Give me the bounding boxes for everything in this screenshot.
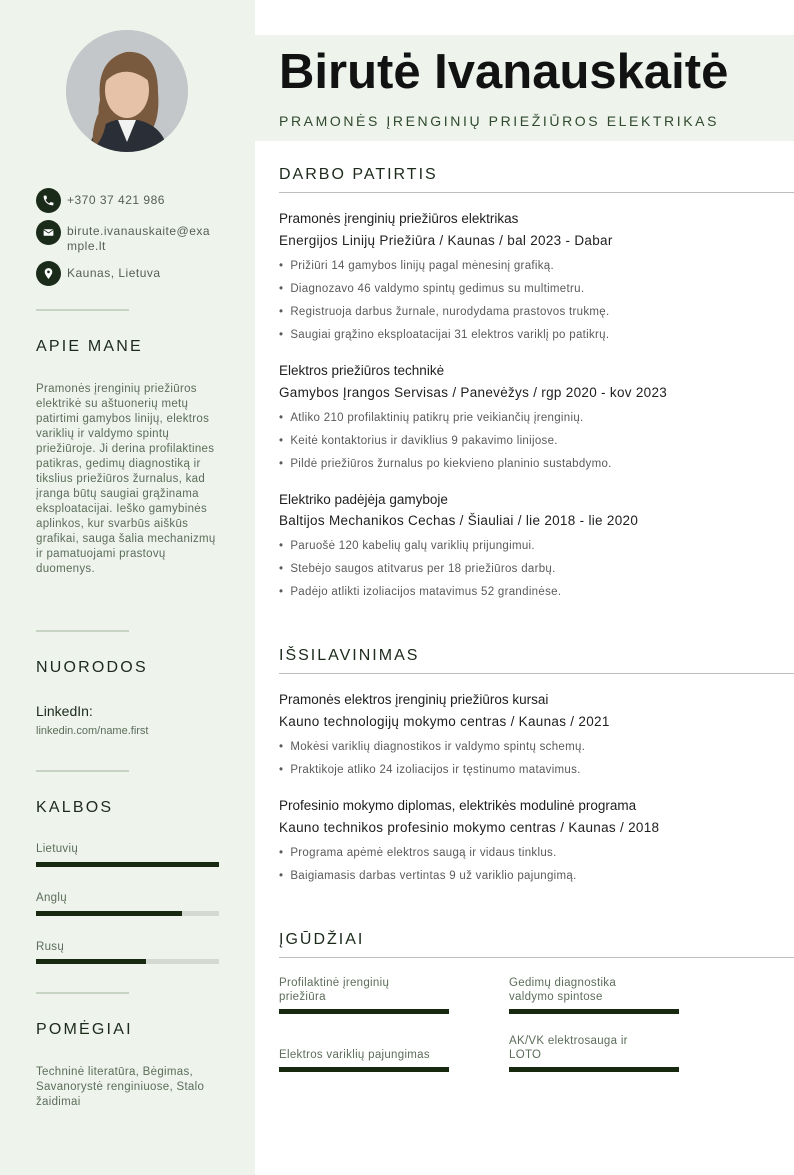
- section-rule: [279, 673, 794, 674]
- language-name: Anglų: [36, 892, 67, 904]
- skill-level-bar: [279, 1067, 449, 1072]
- location-pin-icon: [36, 261, 61, 286]
- job-bullet: • Pildė priežiūros žurnalus po kiekvieno planinio sustabdymo.: [279, 458, 612, 470]
- job-bullet: • Keitė kontaktorius ir daviklius 9 pakavimo linijose.: [279, 435, 558, 447]
- skill-level-bar: [279, 1009, 449, 1014]
- language-level-bar: [36, 862, 219, 867]
- job-bullet: • Paruošė 120 kabelių galų variklių prijungimui.: [279, 540, 535, 552]
- education-bullet: • Mokėsi variklių diagnostikos ir valdymo spintų schemų.: [279, 741, 585, 753]
- linkedin-label: LinkedIn:: [36, 703, 93, 719]
- skill-label-line: AK/VK elektrosauga ir: [509, 1035, 628, 1047]
- linkedin-link[interactable]: linkedin.com/name.first: [36, 725, 149, 737]
- education-school: Kauno technikos profesinio mokymo centras / Kaunas / 2018: [279, 820, 660, 835]
- sidebar-divider: [36, 309, 129, 311]
- education-title: Pramonės elektros įrenginių priežiūros kursai: [279, 692, 549, 707]
- education-heading: IŠSILAVINIMAS: [279, 647, 420, 664]
- job-bullet: • Atliko 210 profilaktinių patikrų prie veikiančių įrenginių.: [279, 412, 584, 424]
- hobbies-heading: POMĖGIAI: [36, 1021, 133, 1038]
- sidebar-divider: [36, 630, 129, 632]
- person-name: Birutė Ivanauskaitė: [279, 45, 729, 99]
- experience-heading: DARBO PATIRTIS: [279, 166, 438, 183]
- education-bullet: • Programa apėmė elektros saugą ir vidaus tinklus.: [279, 847, 557, 859]
- main-content: [255, 0, 794, 1175]
- language-level-bar: [36, 959, 219, 964]
- skill-level-fill: [279, 1009, 449, 1014]
- skill-label-line: LOTO: [509, 1049, 542, 1061]
- sidebar: [0, 0, 255, 1175]
- job-company: Energijos Linijų Priežiūra / Kaunas / bal 2023 - Dabar: [279, 233, 613, 248]
- job-bullet: • Registruoja darbus žurnale, nurodydama prastovos trukmę.: [279, 306, 609, 318]
- skill-label: [279, 1048, 449, 1062]
- language-level-bar: [36, 911, 219, 916]
- language-level-fill: [36, 911, 182, 916]
- location-text: Kaunas, Lietuva: [67, 266, 161, 280]
- job-title: Elektros priežiūros technikė: [279, 363, 445, 378]
- contact-location: [36, 261, 161, 286]
- skill-level-bar: [509, 1067, 679, 1072]
- job-company: Baltijos Mechanikos Cechas / Šiauliai / lie 2018 - lie 2020: [279, 513, 639, 528]
- email-text[interactable]: [67, 224, 210, 254]
- job-bullet: • Stebėjo saugos atitvarus per 18 priežiūros darbų.: [279, 563, 556, 575]
- profile-photo-icon: [66, 30, 188, 152]
- language-level-fill: [36, 862, 219, 867]
- job-title: Pramonės įrenginių priežiūros elektrikas: [279, 211, 519, 226]
- job-headline: PRAMONĖS ĮRENGINIŲ PRIEŽIŪROS ELEKTRIKAS: [279, 113, 720, 129]
- skill-label-line: Elektros variklių pajungimas: [279, 1049, 430, 1061]
- contact-phone: [36, 188, 165, 213]
- education-title: Profesinio mokymo diplomas, elektrikės modulinė programa: [279, 798, 637, 813]
- job-bullet: • Diagnozavo 46 valdymo spintų gedimus su multimetru.: [279, 283, 584, 295]
- job-title: Elektriko padėjėja gamyboje: [279, 492, 448, 507]
- email-icon: [36, 220, 61, 245]
- about-text: Pramonės įrenginių priežiūros elektrikė su aštuonerių metų patirtimi gamybos linijų, elektros variklių ir valdymo spintų priežiūroje. Ji derina profilaktines patikras, gedimų diagnostiką ir tikslius priežiūros žurnalus, kad įranga būtų saugiai grąžinama eksploatacijai. Ieško gamybinės aplinkos, kur svarbūs aiškūs grafikai, sauga šalia mechanizmų ir pamatuojami prastovų duomenys.: [36, 383, 216, 575]
- skill-label-line: priežiūra: [279, 991, 326, 1003]
- sidebar-divider: [36, 992, 129, 994]
- skill-label-line: Gedimų diagnostika: [509, 977, 617, 989]
- phone-icon: [36, 188, 61, 213]
- language-name: Lietuvių: [36, 843, 79, 855]
- job-company: Gamybos Įrangos Servisas / Panevėžys / rgp 2020 - kov 2023: [279, 385, 668, 400]
- job-bullet: • Prižiūri 14 gamybos linijų pagal mėnesinį grafiką.: [279, 260, 554, 272]
- links-heading: NUORODOS: [36, 659, 148, 676]
- skill-label: [509, 1034, 679, 1062]
- sidebar-divider: [36, 770, 129, 772]
- phone-text[interactable]: +370 37 421 986: [67, 193, 165, 207]
- email-line-1: birute.ivanauskaite@exa: [67, 224, 211, 238]
- hobbies-text: Techninė literatūra, Bėgimas, Savanorystė renginiuose, Stalo žaidimai: [36, 1066, 205, 1108]
- skill-label-line: Profilaktinė įrenginių: [279, 977, 390, 989]
- language-level-fill: [36, 959, 146, 964]
- contact-email: [36, 220, 210, 254]
- skill-level-fill: [509, 1067, 679, 1072]
- language-name: Rusų: [36, 941, 65, 953]
- email-line-2: mple.lt: [67, 239, 106, 253]
- education-bullet: • Baigiamasis darbas vertintas 9 už variklio pajungimą.: [279, 870, 577, 882]
- job-bullet: • Saugiai grąžino eksploatacijai 31 elektros variklį po patikrų.: [279, 329, 609, 341]
- skill-level-bar: [509, 1009, 679, 1014]
- skill-label: [509, 976, 679, 1004]
- skill-level-fill: [279, 1067, 449, 1072]
- skill-level-fill: [509, 1009, 679, 1014]
- education-bullet: • Praktikoje atliko 24 izoliacijos ir tęstinumo matavimus.: [279, 764, 581, 776]
- languages-heading: KALBOS: [36, 799, 114, 816]
- skill-label: [279, 976, 449, 1004]
- section-rule: [279, 192, 794, 193]
- skills-heading: ĮGŪDŽIAI: [279, 931, 365, 948]
- job-bullet: • Padėjo atlikti izoliacijos matavimus 52 grandinėse.: [279, 586, 561, 598]
- section-rule: [279, 957, 794, 958]
- about-heading: APIE MANE: [36, 338, 143, 355]
- skill-label-line: valdymo spintose: [509, 991, 603, 1003]
- avatar: [66, 30, 188, 152]
- education-school: Kauno technologijų mokymo centras / Kaunas / 2021: [279, 714, 610, 729]
